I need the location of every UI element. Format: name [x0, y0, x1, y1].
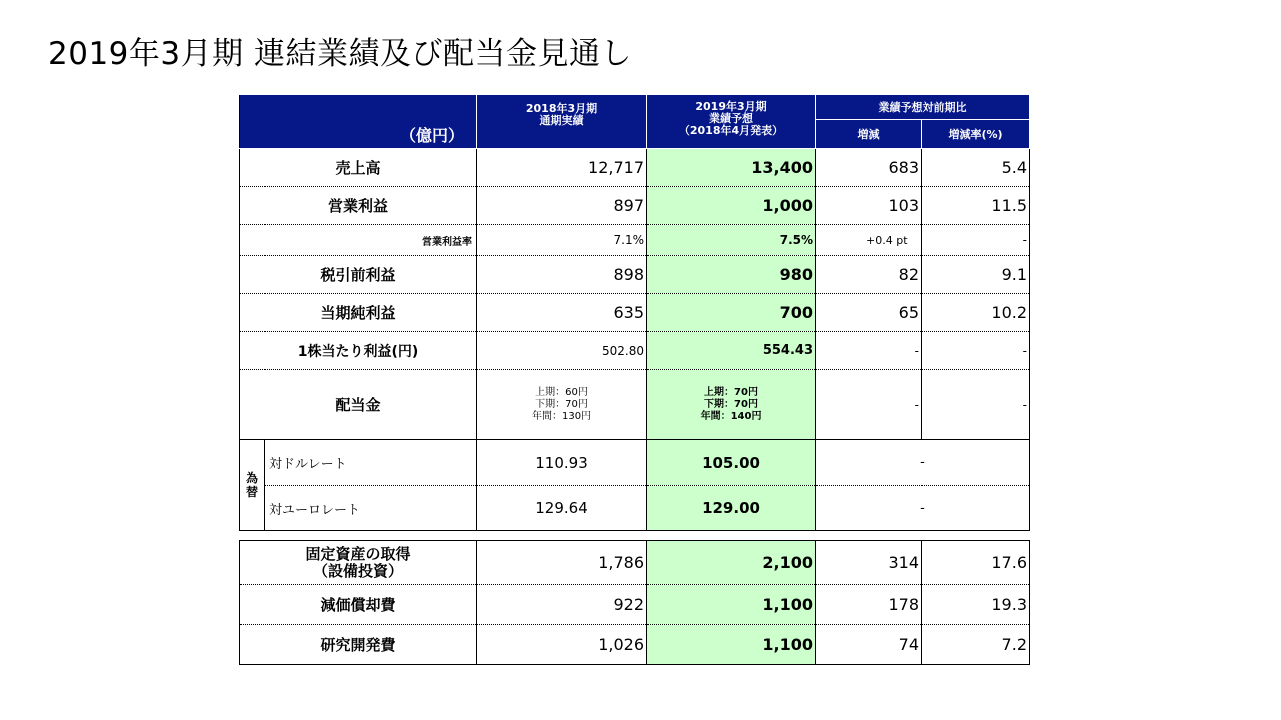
- fx-group-label: [240, 440, 265, 531]
- dividend-forecast-line2: 下期：70円: [704, 398, 758, 410]
- row-label: 営業利益率: [240, 225, 477, 256]
- change-value: -: [816, 332, 922, 370]
- header-forecast: [647, 95, 816, 149]
- fx-row-usd: [240, 440, 1030, 486]
- actual-value: 635: [477, 294, 647, 332]
- change-value: -: [816, 370, 922, 440]
- header-actual-line1: 2018年3月期: [525, 102, 598, 115]
- actual-value: 1,026: [477, 625, 647, 665]
- header-change-rate: 増減率(%): [922, 120, 1030, 149]
- rate-value: 10.2: [922, 294, 1030, 332]
- table-row: [240, 625, 1030, 665]
- table-row: [240, 225, 1030, 256]
- rate-value: 5.4: [922, 149, 1030, 187]
- fx-eur-forecast: 129.00: [647, 486, 816, 531]
- dividend-actual-line1: 上期：60円: [535, 386, 588, 398]
- forecast-value: 700: [647, 294, 816, 332]
- rate-value: 9.1: [922, 256, 1030, 294]
- forecast-value: 554.43: [647, 332, 816, 370]
- rate-value: -: [922, 332, 1030, 370]
- page-title: 2019年3月期 連結業績及び配当金見通し: [48, 36, 632, 72]
- results-table: [239, 94, 1030, 531]
- table-row: [240, 294, 1030, 332]
- dividend-actual-line3: 年間：130円: [531, 410, 592, 422]
- forecast-value: 2,100: [647, 541, 816, 585]
- header-actual: [477, 95, 647, 149]
- row-label: 営業利益: [240, 187, 477, 225]
- row-label: [240, 541, 477, 585]
- rate-value: 11.5: [922, 187, 1030, 225]
- fx-eur-actual: 129.64: [477, 486, 647, 531]
- row-label: 減価償却費: [240, 585, 477, 625]
- header-actual-line2: 通期実績: [539, 114, 584, 127]
- table-row: [240, 332, 1030, 370]
- header-group: 業績予想対前期比: [816, 95, 1030, 120]
- rate-value: -: [922, 370, 1030, 440]
- rate-value: -: [922, 225, 1030, 256]
- header-forecast-line3: （2018年4月発表）: [678, 124, 784, 137]
- forecast-value: 13,400: [647, 149, 816, 187]
- fx-eur-label: 対ユーロレート: [265, 486, 477, 531]
- rate-value: 17.6: [922, 541, 1030, 585]
- fx-group-char1: 為: [245, 471, 258, 485]
- table-row: [240, 256, 1030, 294]
- change-value: 82: [816, 256, 922, 294]
- forecast-value: 980: [647, 256, 816, 294]
- actual-value: 922: [477, 585, 647, 625]
- forecast-value: 7.5%: [647, 225, 816, 256]
- row-label: 税引前利益: [240, 256, 477, 294]
- row-label: 配当金: [240, 370, 477, 440]
- rate-value: 19.3: [922, 585, 1030, 625]
- dividend-actual-line2: 下期：70円: [535, 398, 588, 410]
- actual-value: 898: [477, 256, 647, 294]
- row-label: 売上高: [240, 149, 477, 187]
- row-label-line2: （設備投資）: [312, 561, 403, 580]
- actual-value: 7.1%: [477, 225, 647, 256]
- header-forecast-line2: 業績予想: [709, 112, 754, 125]
- change-value: 74: [816, 625, 922, 665]
- actual-value: 12,717: [477, 149, 647, 187]
- table-row: [240, 149, 1030, 187]
- table-row: [240, 541, 1030, 585]
- table-row: [240, 187, 1030, 225]
- change-value: +0.4 pt: [816, 225, 922, 256]
- investment-table: [239, 540, 1030, 665]
- table-row: [240, 585, 1030, 625]
- change-value: 178: [816, 585, 922, 625]
- dividend-forecast-line3: 年間：140円: [700, 410, 762, 422]
- fx-usd-label: 対ドルレート: [265, 440, 477, 486]
- fx-usd-forecast: 105.00: [647, 440, 816, 486]
- rate-value: 7.2: [922, 625, 1030, 665]
- change-value: 683: [816, 149, 922, 187]
- forecast-value: 1,000: [647, 187, 816, 225]
- dividend-forecast: [647, 370, 816, 440]
- change-value: 103: [816, 187, 922, 225]
- row-label-line1: 固定資産の取得: [305, 544, 411, 563]
- forecast-value: 1,100: [647, 585, 816, 625]
- fx-eur-change: -: [816, 486, 1030, 531]
- fx-group-char2: 替: [245, 485, 258, 499]
- unit-label: （億円）: [240, 95, 477, 149]
- dividend-actual: [477, 370, 647, 440]
- fx-usd-change: -: [816, 440, 1030, 486]
- header-change: 増減: [816, 120, 922, 149]
- actual-value: 1,786: [477, 541, 647, 585]
- change-value: 314: [816, 541, 922, 585]
- row-label: 研究開発費: [240, 625, 477, 665]
- header-forecast-line1: 2019年3月期: [695, 100, 767, 113]
- dividend-row: [240, 370, 1030, 440]
- change-value: 65: [816, 294, 922, 332]
- fx-usd-actual: 110.93: [477, 440, 647, 486]
- dividend-forecast-line1: 上期：70円: [704, 386, 758, 398]
- fx-row-eur: [240, 486, 1030, 531]
- row-label: 当期純利益: [240, 294, 477, 332]
- forecast-value: 1,100: [647, 625, 816, 665]
- actual-value: 502.80: [477, 332, 647, 370]
- row-label: 1株当たり利益(円): [240, 332, 477, 370]
- actual-value: 897: [477, 187, 647, 225]
